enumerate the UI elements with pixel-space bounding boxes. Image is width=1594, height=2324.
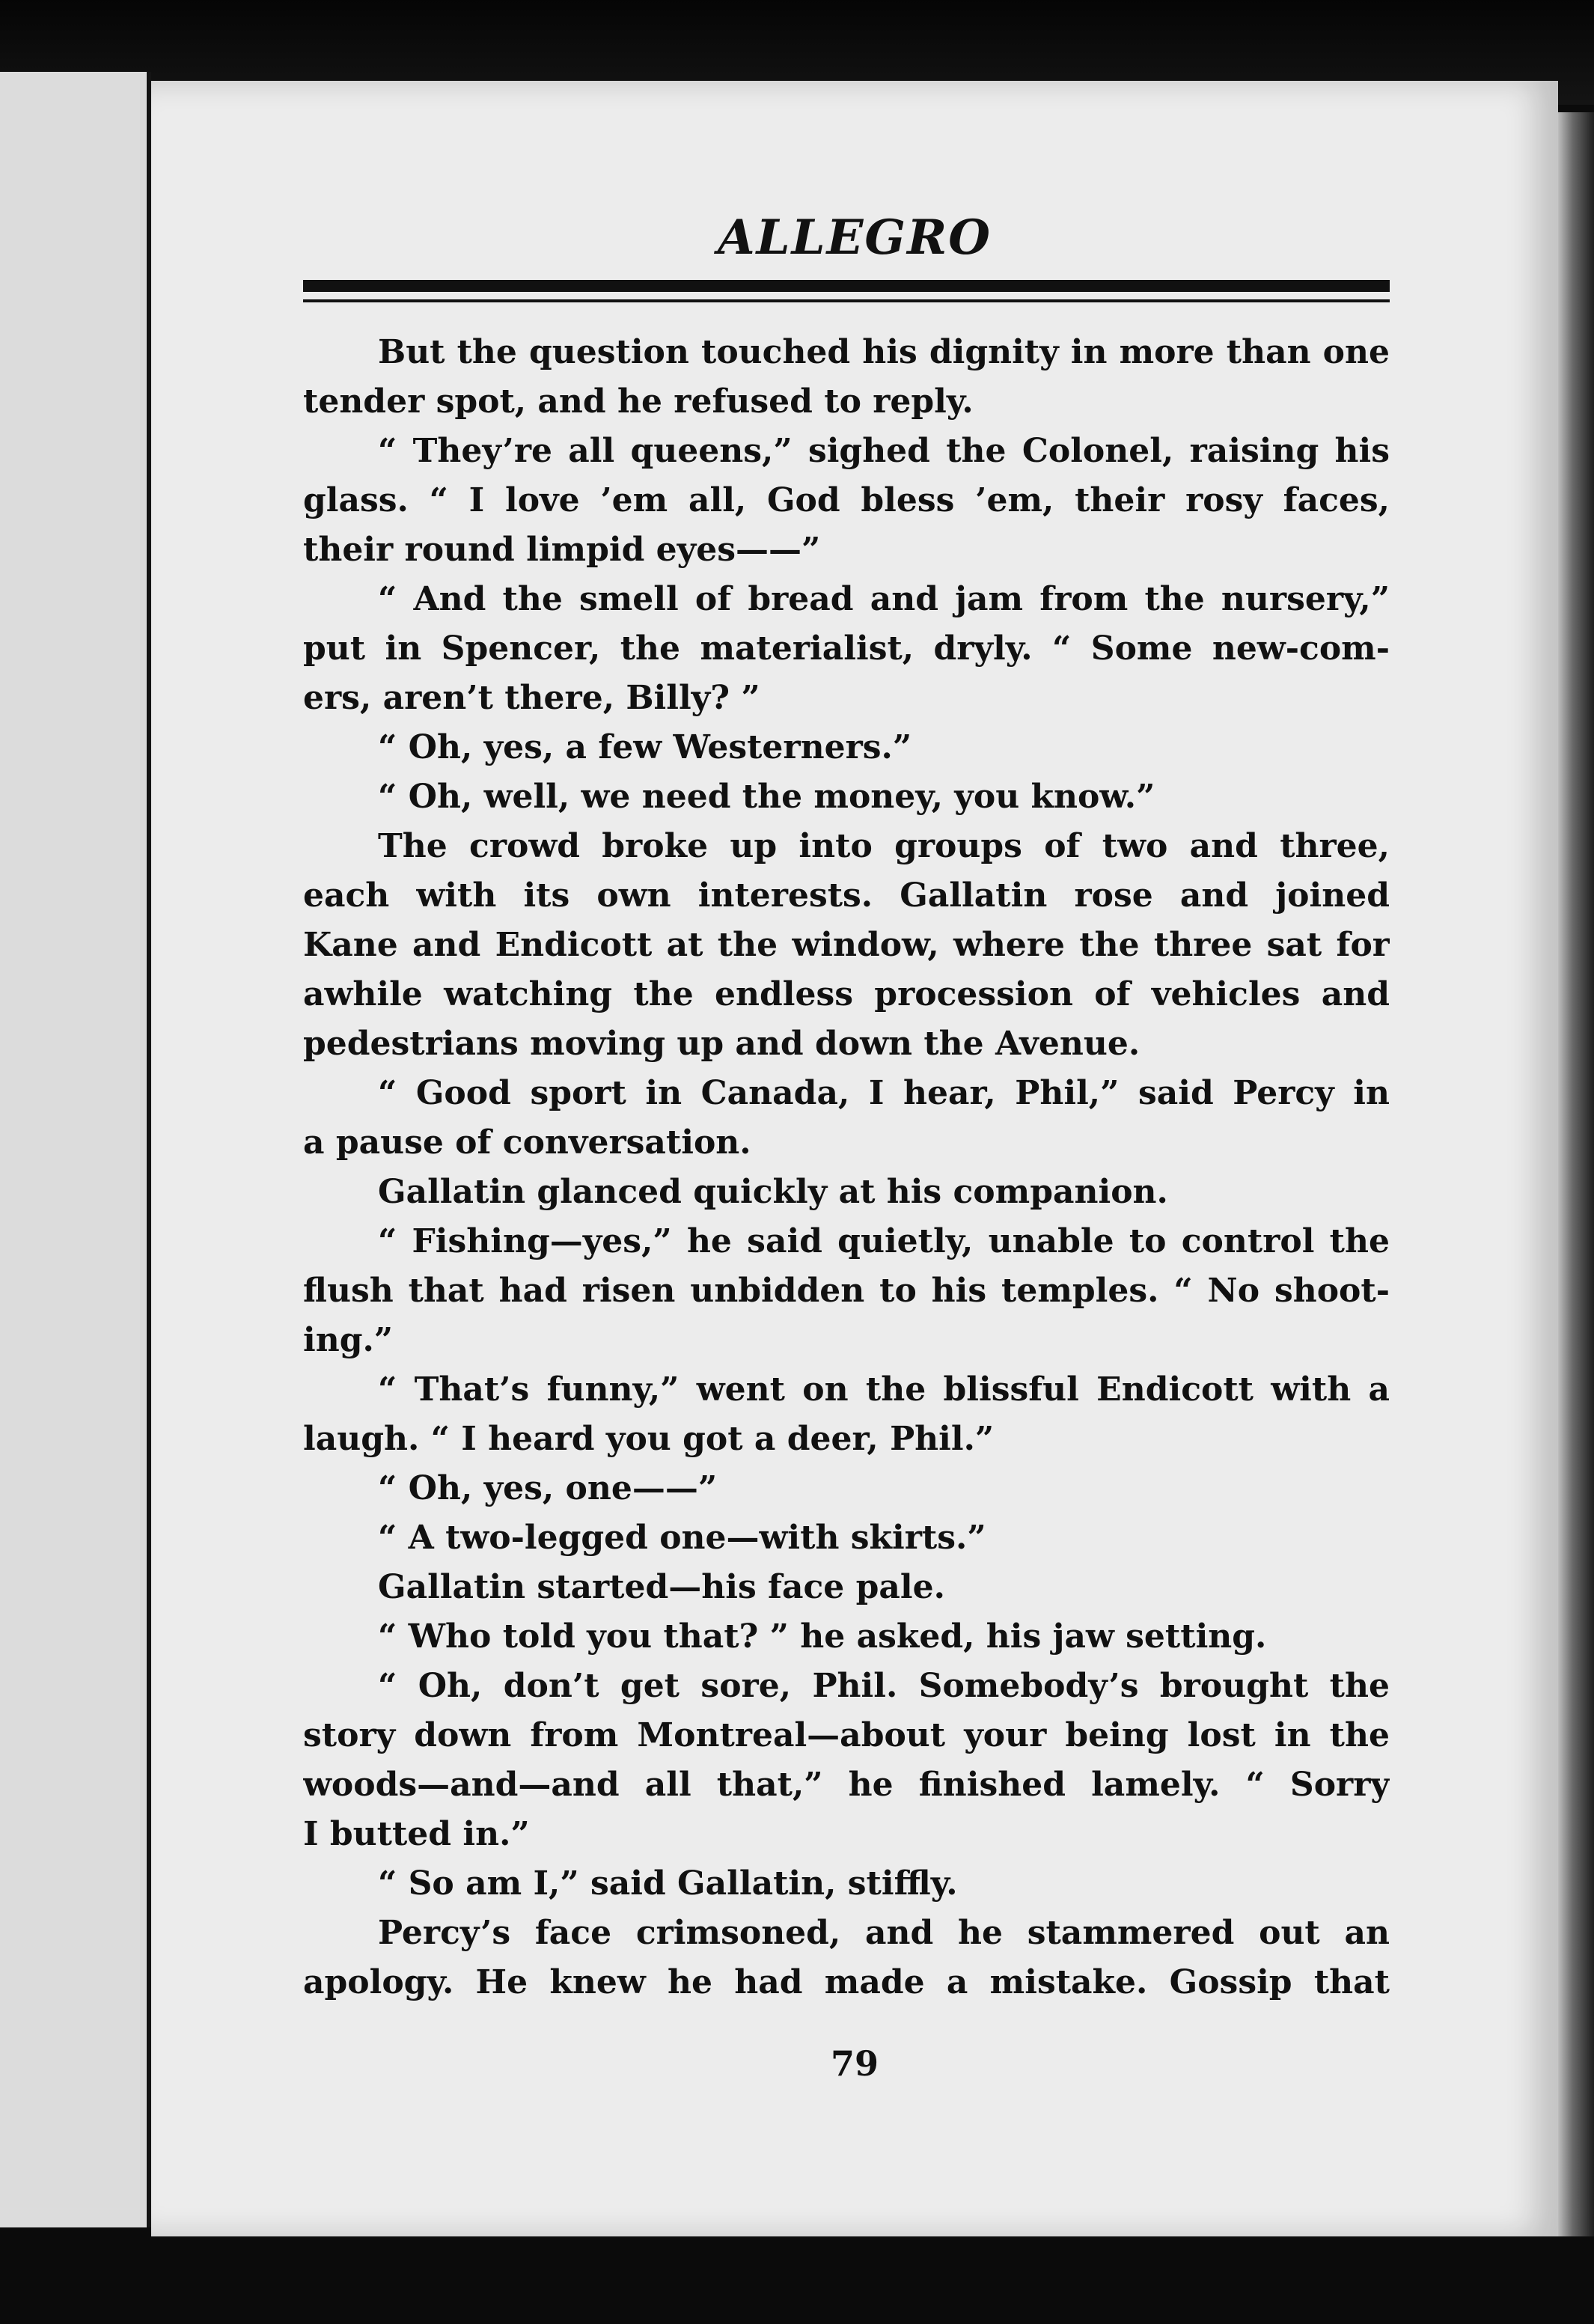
scan-bottom-border <box>0 2236 1594 2324</box>
text-line: Percy’s face crimsoned, and he stammered out an <box>378 1914 1390 1952</box>
text-line: tender spot, and he refused to reply. <box>303 382 974 421</box>
text-line: ers, aren’t there, Billy? ” <box>303 679 760 717</box>
text-line: Gallatin glanced quickly at his companion. <box>378 1173 1168 1211</box>
header-rule-thick <box>303 280 1390 292</box>
text-line: glass. “ I love ’em all, God bless ’em, their rosy faces, <box>303 481 1390 519</box>
text-line: “ Oh, don’t get sore, Phil. Somebody’s brought the <box>378 1667 1390 1705</box>
text-line: awhile watching the endless procession of vehicles and <box>303 975 1390 1013</box>
text-line: “ They’re all queens,” sighed the Colonel, raising his <box>378 432 1390 470</box>
text-line: “ A two-legged one—with skirts.” <box>378 1519 986 1557</box>
text-line: ing.” <box>303 1321 394 1359</box>
text-line: a pause of conversation. <box>303 1123 751 1162</box>
text-line: “ Fishing—yes,” he said quietly, unable to control the <box>378 1222 1390 1260</box>
header-rule-thin <box>303 299 1390 302</box>
text-line: But the question touched his dignity in more than one <box>378 333 1390 371</box>
text-line: I butted in.” <box>303 1815 530 1853</box>
text-line: put in Spencer, the materialist, dryly. “ Some new-com- <box>303 629 1390 668</box>
text-line: woods—and—and all that,” he finished lamely. “ Sorry <box>303 1766 1390 1804</box>
page-fore-edge <box>1558 112 1594 2253</box>
text-line: “ So am I,” said Gallatin, stiffly. <box>378 1864 958 1903</box>
text-line: “ Good sport in Canada, I hear, Phil,” said Percy in <box>378 1074 1390 1112</box>
text-line: apology. He knew he had made a mistake. Gossip that <box>303 1963 1390 2001</box>
text-line: “ That’s funny,” went on the blissful Endicott with a <box>378 1370 1390 1409</box>
text-line: “ Who told you that? ” he asked, his jaw setting. <box>378 1617 1267 1656</box>
running-head: ALLEGRO <box>717 210 992 266</box>
text-line: pedestrians moving up and down the Avenue. <box>303 1025 1140 1063</box>
page-number: 79 <box>830 2043 879 2084</box>
text-line: “ Oh, yes, a few Westerners.” <box>378 728 912 766</box>
text-line: each with its own interests. Gallatin rose and joined <box>303 876 1390 915</box>
text-line: Kane and Endicott at the window, where the three sat for <box>303 926 1390 964</box>
text-line: laugh. “ I heard you got a deer, Phil.” <box>303 1420 995 1458</box>
text-line: flush that had risen unbidden to his temples. “ No shoot- <box>303 1272 1390 1310</box>
text-line: Gallatin started—his face pale. <box>378 1568 945 1606</box>
body-text <box>303 328 1390 2007</box>
text-line: “ Oh, well, we need the money, you know.” <box>378 778 1155 816</box>
text-line: “ And the smell of bread and jam from the nursery,” <box>378 580 1390 618</box>
text-line: “ Oh, yes, one——” <box>378 1469 718 1507</box>
text-line: their round limpid eyes——” <box>303 531 821 569</box>
text-line: story down from Montreal—about your being lost in the <box>303 1716 1390 1754</box>
facing-page-edge <box>0 72 151 2227</box>
text-line: The crowd broke up into groups of two and three, <box>378 827 1390 865</box>
